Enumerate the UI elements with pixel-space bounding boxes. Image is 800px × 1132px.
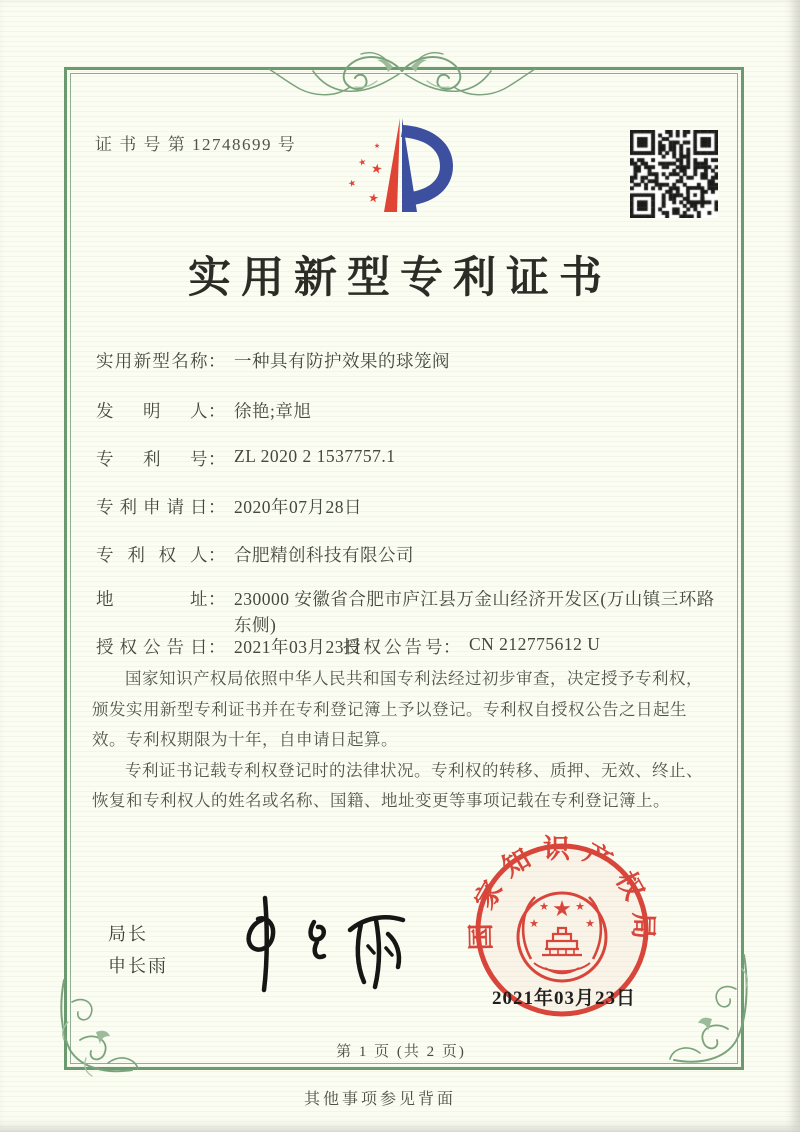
field-value: 2021年03月23日 — [234, 637, 362, 657]
field-inventor: 发明人： 徐艳;章旭 — [96, 398, 311, 423]
field-value: CN 212775612 U — [469, 634, 601, 654]
svg-text:★: ★ — [552, 897, 572, 922]
svg-text:★: ★ — [373, 142, 381, 150]
field-value: 合肥精创科技有限公司 — [234, 545, 414, 565]
certificate-title: 实用新型专利证书 — [188, 255, 612, 302]
svg-text:★: ★ — [367, 190, 380, 206]
field-label: 发明人 — [96, 401, 208, 421]
seal-date: 2021年03月23日 — [492, 988, 637, 1009]
field-patent-number: 专利号： ZL 2020 2 1537757.1 — [96, 446, 396, 469]
field-label: 授权公告号 — [343, 637, 443, 657]
page-number: 第 1 页 (共 2 页) — [336, 1044, 466, 1060]
legal-paragraph-2: 专利证书记载专利权登记时的法律状况。专利权的转移、质押、无效、终止、恢复和专利权人的姓名或名称、国籍、地址变更等事项记载在专利登记簿上。 — [92, 760, 703, 810]
field-label: 专利申请日 — [96, 497, 208, 517]
legal-body-text — [92, 664, 712, 817]
logo-stars — [347, 142, 384, 206]
svg-text:★: ★ — [575, 900, 585, 913]
top-flourish-ornament — [267, 47, 537, 103]
bottom-left-corner-ornament — [50, 962, 180, 1087]
field-value: 2020年07月28日 — [234, 497, 362, 517]
field-grant-row — [96, 634, 716, 659]
svg-text:★: ★ — [529, 917, 539, 930]
seal-org-text: 国家知识产权局 — [465, 834, 659, 951]
director-signature — [218, 890, 428, 995]
back-side-note: 其他事项参见背面 — [303, 1091, 456, 1108]
svg-text:★: ★ — [369, 161, 384, 178]
field-value: 230000 安徽省合肥市庐江县万金山经济开发区(万山镇三环路东侧) — [234, 589, 715, 635]
field-patentee: 专利权人： 合肥精创科技有限公司 — [96, 542, 414, 567]
field-address: 地址： 230000 安徽省合肥市庐江县万金山经济开发区(万山镇三环路东侧) — [96, 586, 726, 638]
certificate-number: 证 书 号 第 12748699 号 — [95, 135, 297, 154]
qr-code — [630, 130, 718, 218]
field-label: 地址 — [96, 589, 208, 609]
field-filing-date: 专利申请日： 2020年07月28日 — [96, 494, 362, 519]
cnipa-logo — [328, 112, 468, 217]
logo-red-wedge — [384, 118, 400, 212]
field-utility-model-name: 实用新型名称： 一种具有防护效果的球笼阀 — [96, 348, 450, 373]
field-label: 授权公告日 — [96, 637, 208, 657]
field-label: 专利号 — [96, 449, 208, 469]
field-label: 专利权人 — [96, 545, 208, 565]
field-value: ZL 2020 2 1537757.1 — [234, 446, 396, 466]
svg-text:★: ★ — [357, 157, 368, 169]
svg-text:★: ★ — [585, 917, 595, 930]
svg-text:★: ★ — [346, 178, 358, 191]
legal-paragraph-1: 国家知识产权局依照中华人民共和国专利法经过初步审查，决定授予专利权，颁发实用新型专利证书并在专利登记簿上予以登记。专利权自授权公告之日起生效。专利权期限为十年，自申请日起算。 — [92, 669, 703, 749]
field-grant-number: 授权公告号： CN 212775612 U — [343, 634, 601, 657]
field-grant-date: 授权公告日： 2021年03月23日 — [96, 634, 362, 654]
field-label: 实用新型名称 — [96, 351, 208, 371]
svg-text:★: ★ — [539, 900, 549, 913]
field-value: 徐艳;章旭 — [234, 401, 312, 421]
signer-name: 申长雨 — [108, 956, 168, 976]
field-value: 一种具有防护效果的球笼阀 — [234, 351, 450, 371]
signer-title: 局长 — [108, 924, 148, 944]
